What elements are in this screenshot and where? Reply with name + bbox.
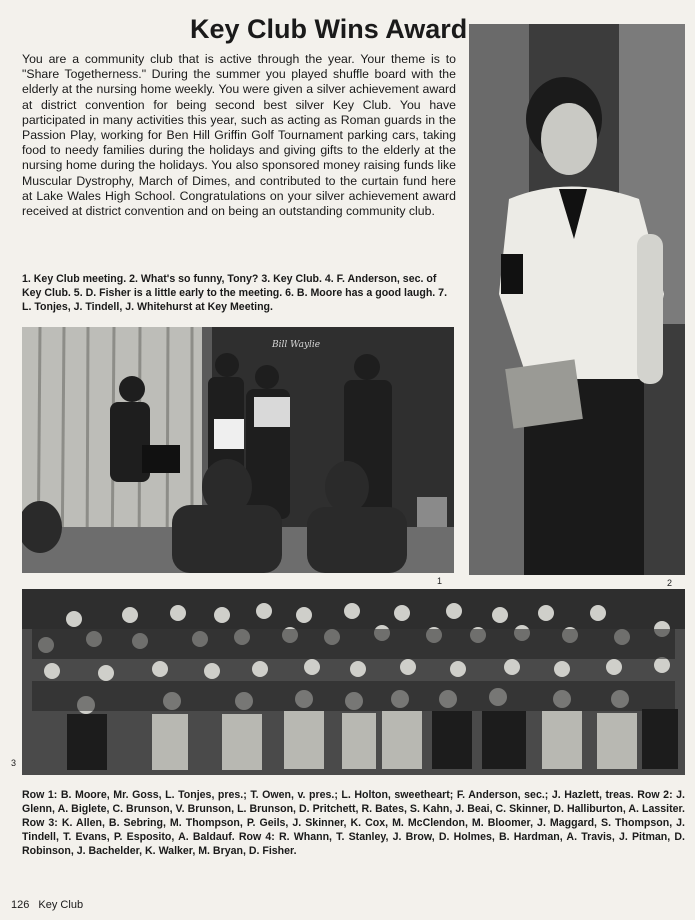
article-body: You are a community club that is active through the year. Your theme is to "Share Togetherness." During the summer you played shuffle board with the elderly at the nursing home weekly. You were given a silver achievement award at district convention for being second best silver Key Club. You have participated in many activities this year, such as acting as Roman guards in the Passion Play, working for Ben Hill Griffin Golf Tournament parking cars, taking food to needy families during the holidays and giving gifts to the elderly at the nursing home during the holidays. You also sponsored money raising funds like Muscular Dystrophy, March of Dimes, and contributed to the curtain fund here at Lake Wales High School. Congratulations on your silver achievement award received at district convention and on being an outstanding community club. <box>22 52 456 219</box>
laughing-student-image <box>469 24 685 575</box>
photo-captions: 1. Key Club meeting. 2. What's so funny, Tony? 3. Key Club. 4. F. Anderson, sec. of Key Club. 5. D. Fisher is a little early to the meeting. 6. B. Moore has a good laugh. 7. L. Tonjes, J. Tindell, J. Whitehurst at Key Meeting. <box>22 273 448 313</box>
photo-number-2: 2 <box>667 578 673 588</box>
page-title: Key Club Wins Award <box>190 14 468 44</box>
photo-number-1: 1 <box>437 576 443 586</box>
page-footer <box>11 899 89 911</box>
meeting-photo-image <box>22 327 454 573</box>
section-name: Key Club <box>38 899 84 911</box>
photo-key-club-meeting <box>22 327 454 573</box>
photo-tony-laughing <box>469 24 685 575</box>
photo-key-club-group <box>22 589 685 775</box>
page-number: 126 <box>11 899 30 911</box>
group-roster: Row 1: B. Moore, Mr. Goss, L. Tonjes, pres.; T. Owen, v. pres.; L. Holton, sweetheart; F. Anderson, sec.; J. Hazlett, treas. Row 2: J. Glenn, A. Biglete, C. Brunson, V. Brunson, L. Brunson, D. Pritchett, R. Bates, S. Kahn, J. Beai, C. Skinner, D. Halliburton, A. Lassiter. Row 3: K. Allen, B. Sebring, M. Thompson, P. Geils, J. Skinner, K. Cox, M. McClendon, M. Bloomer, J. Maggard, S. Thompson, J. Tindell, T. Evans, P. Esposito, A. Baldauf. Row 4: R. Whann, T. Stanley, J. Brow, D. Holmes, B. Hardman, A. Travis, J. Pitman, D. Robinson, J. Bachelder, K. Walker, M. Bryan, D. Fisher. <box>22 789 685 857</box>
blackboard-writing: Bill Waylie <box>272 340 321 350</box>
group-photo-image <box>22 589 685 775</box>
photo-number-3: 3 <box>11 758 17 768</box>
